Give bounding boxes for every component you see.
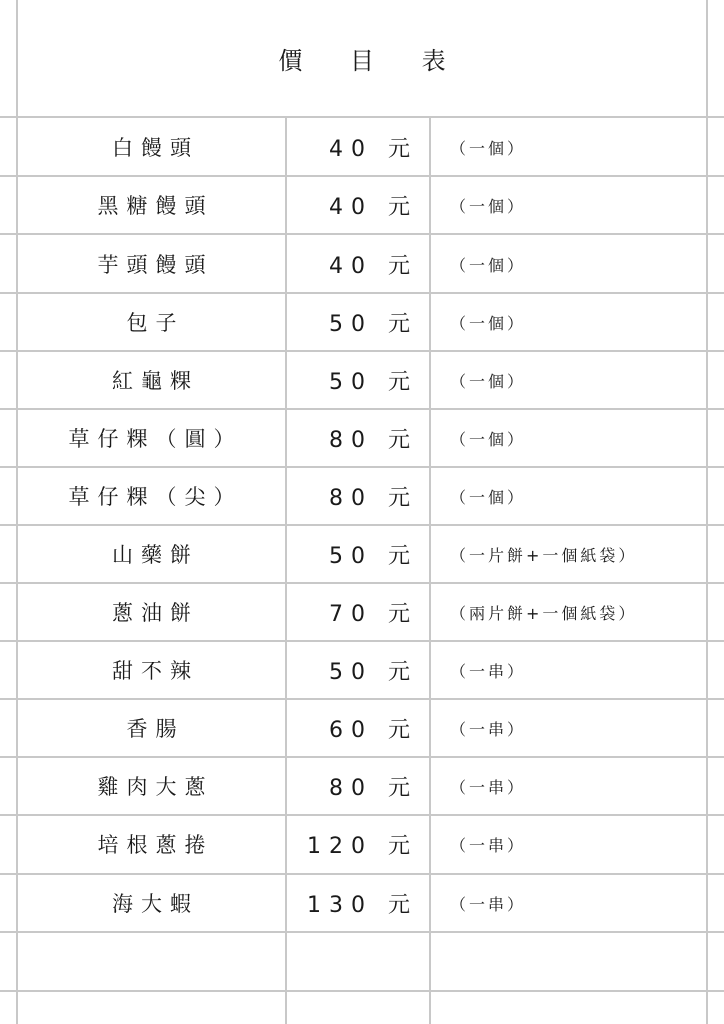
item-unit: （一個） (450, 255, 527, 275)
item-price: 50 元 (329, 369, 418, 395)
table-row (0, 176, 724, 234)
item-name: 包子 (126, 311, 185, 335)
table-row (0, 467, 724, 525)
item-price: 120 元 (307, 833, 418, 859)
item-unit: （一個） (450, 371, 527, 391)
item-price: 80 元 (329, 427, 418, 453)
item-unit: （一串） (450, 777, 527, 797)
item-price: 50 元 (329, 311, 418, 337)
item-name: 草仔粿（尖） (68, 485, 243, 509)
table-row (0, 583, 724, 641)
item-price: 40 元 (329, 194, 418, 220)
item-price: 40 元 (329, 253, 418, 279)
table-row (0, 235, 724, 293)
item-unit: （一個） (450, 196, 527, 216)
item-name: 培根蔥捲 (97, 833, 214, 857)
table-row (0, 641, 724, 699)
item-unit: （一串） (450, 719, 527, 739)
item-name: 甜不辣 (112, 659, 199, 683)
item-name: 黑糖饅頭 (97, 194, 214, 218)
item-name: 芋頭饅頭 (97, 253, 214, 277)
table-row (0, 699, 724, 757)
item-name: 雞肉大蔥 (97, 775, 214, 799)
table-row (0, 874, 724, 932)
item-unit: （一個） (450, 487, 527, 507)
item-unit: （兩片餅+一個紙袋） (450, 603, 638, 623)
item-price: 70 元 (329, 601, 418, 627)
item-price: 40 元 (329, 136, 418, 162)
table-row (0, 525, 724, 583)
item-unit: （一個） (450, 313, 527, 333)
item-name: 山藥餅 (112, 543, 199, 567)
item-name: 海大蝦 (112, 892, 199, 916)
table-row (0, 293, 724, 351)
item-unit: （一串） (450, 894, 527, 914)
table-row (0, 118, 724, 176)
item-name: 白饅頭 (112, 136, 199, 160)
item-unit: （一串） (450, 661, 527, 681)
item-unit: （一個） (450, 138, 527, 158)
item-name: 草仔粿（圓） (68, 427, 243, 451)
table-row (0, 815, 724, 873)
item-name: 蔥油餅 (112, 601, 199, 625)
page-title: 價 目 表 (278, 47, 466, 75)
item-unit: （一片餅+一個紙袋） (450, 545, 638, 565)
item-price: 50 元 (329, 659, 418, 685)
item-price: 50 元 (329, 543, 418, 569)
table-row (0, 409, 724, 467)
item-name: 香腸 (126, 717, 185, 741)
item-unit: （一串） (450, 835, 527, 855)
grid-line-horizontal (0, 990, 724, 992)
item-price: 60 元 (329, 717, 418, 743)
item-price: 130 元 (307, 892, 418, 918)
item-unit: （一個） (450, 429, 527, 449)
table-row (0, 351, 724, 409)
item-name: 紅龜粿 (112, 369, 199, 393)
item-price: 80 元 (329, 775, 418, 801)
table-row (0, 757, 724, 815)
item-price: 80 元 (329, 485, 418, 511)
